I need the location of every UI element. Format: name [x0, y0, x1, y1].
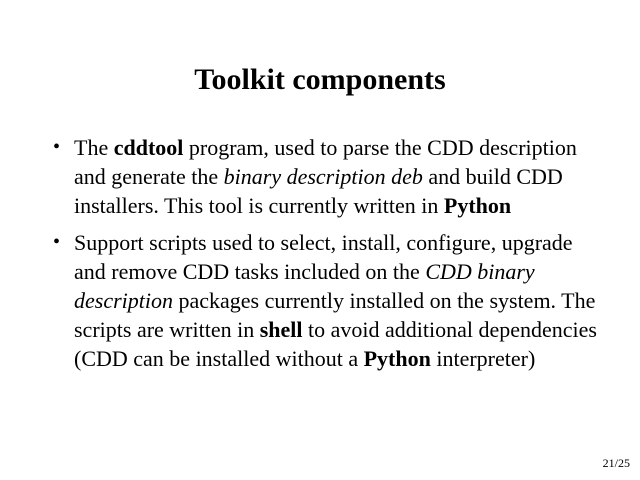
bullet-segment-bold: Python: [443, 193, 512, 218]
bullet-segment: to avoid additional dependencies (CDD can be installed without a: [74, 317, 597, 371]
bullet-segment: Support scripts used to select, install, configure, upgrade and remove CDD tasks included on the: [74, 230, 573, 284]
bullet-icon: •: [53, 231, 61, 253]
bullet-segment-bold: shell: [259, 317, 303, 342]
bullet-segment: interpreter): [430, 346, 536, 371]
bullet-segment: program, used to parse the CDD description and generate the: [74, 135, 577, 189]
bullet-text-support-scripts: [74, 230, 597, 371]
bullet-icon: •: [53, 136, 61, 158]
bullet-item-support-scripts: [50, 228, 600, 373]
page-number: 21/25: [602, 456, 630, 470]
bullet-segment-bold: cddtool: [113, 135, 184, 160]
bullet-segment: The: [74, 135, 114, 160]
bullet-segment-bold: Python: [363, 346, 431, 371]
bullet-segment: packages currently installed on the system. The scripts are written in: [74, 288, 596, 342]
bullet-list: [50, 133, 600, 381]
bullet-segment-italic: CDD binary description: [74, 259, 535, 313]
bullet-text-cddtool: [74, 135, 577, 218]
bullet-segment-italic: binary description deb: [223, 164, 423, 189]
bullet-item-cddtool: [50, 133, 600, 220]
slide-title: Toolkit components: [194, 63, 446, 96]
bullet-segment: and build CDD installers. This tool is currently written in: [74, 164, 563, 218]
